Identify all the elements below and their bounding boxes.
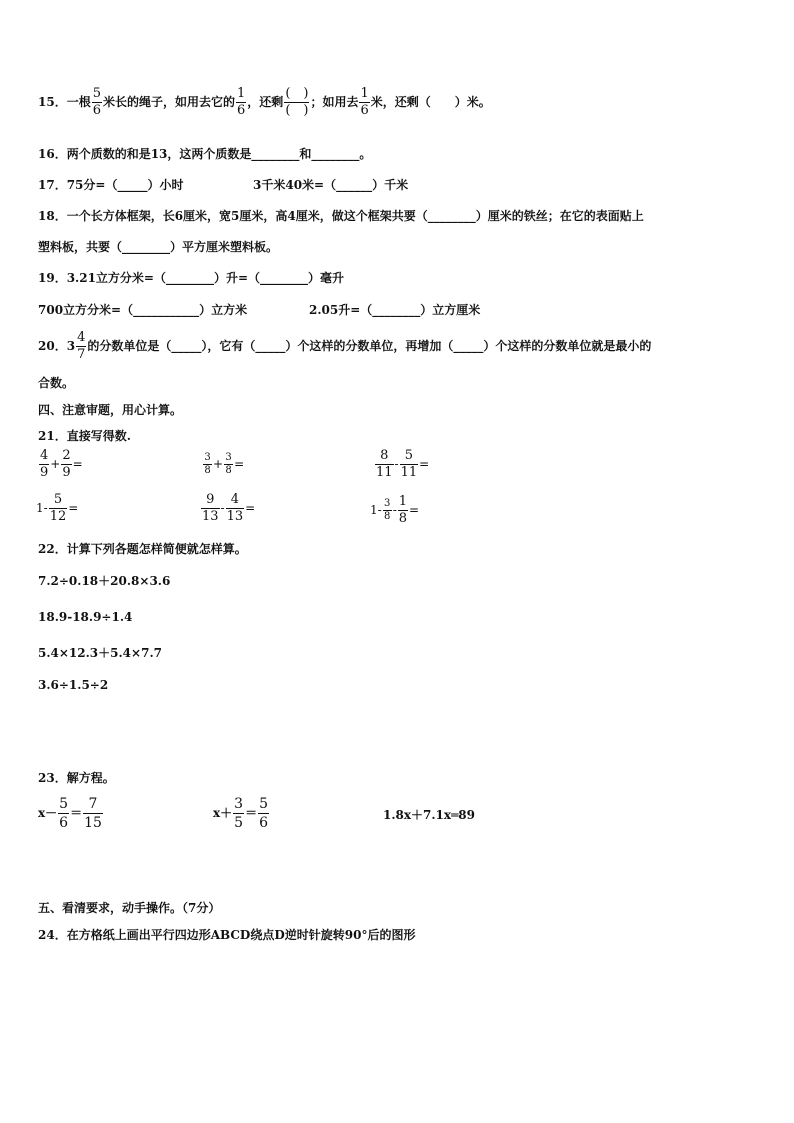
- denominator: 13: [226, 509, 244, 524]
- fraction: [400, 448, 419, 481]
- denominator: 8: [384, 511, 391, 522]
- q15-fraction-2: [236, 86, 246, 119]
- q15-text-5: 米，还剩（ ）米。: [370, 95, 491, 109]
- denominator: 8: [204, 465, 211, 476]
- numerator: 2: [62, 448, 71, 463]
- denominator: 6: [92, 103, 101, 118]
- numerator: 5: [404, 448, 414, 463]
- question-19-line-2b: 2.05升=（________）立方厘米: [309, 303, 481, 317]
- equals-sign: =: [234, 457, 245, 471]
- q15-text-3: ，还剩: [247, 95, 284, 109]
- denominator: 12: [49, 509, 67, 524]
- numerator: 5: [259, 796, 269, 812]
- question-16: 16．两个质数的和是13，这两个质数是________和________。: [38, 147, 372, 161]
- q15-text-1: 一根: [66, 95, 91, 109]
- denominator: 6: [237, 103, 246, 118]
- q21-expr-3: [374, 448, 429, 481]
- denominator: 8: [398, 511, 408, 526]
- operator: x－: [38, 806, 58, 820]
- q21-expr-1: [38, 448, 83, 481]
- fraction: [375, 448, 394, 481]
- numerator: 1: [398, 494, 408, 509]
- q21-expr-2: [202, 452, 244, 477]
- question-15: [38, 86, 491, 119]
- operator: x＋: [213, 806, 233, 820]
- question-21-title: 21．直接写得数.: [38, 429, 131, 443]
- question-20: [38, 330, 651, 363]
- denominator: 5: [234, 815, 244, 831]
- equals-sign: ＝: [70, 806, 83, 820]
- q20-fraction: [76, 330, 86, 363]
- denominator: 11: [376, 465, 393, 480]
- denominator: 9: [40, 465, 49, 480]
- denominator: 6: [59, 815, 69, 831]
- denominator: 15: [84, 815, 102, 831]
- equals-sign: =: [72, 457, 83, 471]
- numerator: 3: [234, 796, 244, 812]
- denominator: 6: [259, 815, 269, 831]
- fraction: [201, 492, 220, 525]
- equals-sign: =: [419, 457, 430, 471]
- q15-fraction-1: [92, 86, 102, 119]
- operator: -: [220, 501, 225, 515]
- numerator: ( ): [285, 86, 309, 101]
- question-19-line-2a: 700立方分米=（___________）立方米: [38, 303, 248, 317]
- numerator: 4: [230, 492, 240, 507]
- q15-text-4: ；如用去: [310, 95, 359, 109]
- numerator: 8: [380, 448, 389, 463]
- fraction: [258, 795, 269, 832]
- denominator: 6: [360, 103, 369, 118]
- numerator: 9: [206, 492, 215, 507]
- q22-item-3: 5.4×12.3＋5.4×7.7: [38, 646, 162, 660]
- question-19-line-1: 19．3.21立方分米=（________）升=（________）毫升: [38, 271, 345, 285]
- q21-expr-5: [200, 492, 255, 525]
- equals-sign: =: [68, 501, 79, 515]
- numerator: 3: [225, 452, 232, 463]
- q22-item-4: 3.6÷1.5÷2: [38, 678, 109, 692]
- numerator: 5: [59, 796, 69, 812]
- q20-number: 20．3: [38, 339, 76, 353]
- q21-expr-6: [370, 494, 419, 527]
- q23-equation-3: 1.8x＋7.1x═89: [383, 808, 475, 822]
- q23-equation-1: [38, 795, 104, 832]
- fraction: [383, 498, 392, 523]
- fraction: [58, 795, 69, 832]
- section-4-title: 四、注意审题，用心计算。: [38, 403, 183, 417]
- q23-equation-2: [213, 795, 270, 832]
- numerator: 4: [40, 448, 49, 463]
- denominator: 13: [202, 509, 219, 524]
- denominator: 11: [400, 465, 418, 480]
- q15-answer-fraction: [284, 86, 309, 119]
- fraction: [61, 448, 71, 481]
- numerator: 4: [77, 330, 86, 345]
- question-24: 24．在方格纸上画出平行四边形ABCD绕点D逆时针旋转90°后的图形: [38, 928, 416, 942]
- question-17a: 17．75分=（_____）小时: [38, 178, 184, 192]
- numerator: 7: [88, 796, 98, 812]
- fraction: [233, 795, 244, 832]
- fraction: [203, 452, 212, 477]
- q22-item-2: 18.9-18.9÷1.4: [38, 610, 133, 624]
- numerator: 3: [204, 452, 211, 463]
- denominator: 9: [62, 465, 71, 480]
- denominator: ( ): [285, 103, 309, 118]
- question-18-line-1: 18．一个长方体框架，长6厘米，宽5厘米，高4厘米，做这个框架共要（________）厘米的铁丝；在它的表面贴上: [38, 209, 644, 223]
- fraction: [224, 452, 233, 477]
- fraction: [49, 492, 68, 525]
- q20-text: 的分数单位是（_____），它有（_____）个这样的分数单位，再增加（_____）个这样的分数单位就是最小的: [87, 339, 652, 353]
- operator: -: [394, 457, 399, 471]
- operator: +: [50, 457, 61, 471]
- question-17b: 3千米40米=（______）千米: [253, 178, 409, 192]
- fraction: [83, 795, 103, 832]
- equals-sign: ＝: [245, 806, 258, 820]
- fraction: [226, 492, 245, 525]
- equals-sign: =: [409, 503, 420, 517]
- denominator: 8: [225, 465, 232, 476]
- fraction: [39, 448, 49, 481]
- question-20-line-2: 合数。: [38, 376, 75, 390]
- section-5-title: 五、看清要求，动手操作。（7分）: [38, 901, 221, 915]
- fraction: [398, 494, 408, 527]
- q21-expr-4: [36, 492, 78, 525]
- denominator: 7: [77, 347, 86, 362]
- operator: -: [392, 503, 397, 517]
- numerator: 1: [237, 86, 246, 101]
- equals-sign: =: [245, 501, 256, 515]
- question-23-title: 23．解方程。: [38, 771, 115, 785]
- q22-item-1: 7.2÷0.18＋20.8×3.6: [38, 574, 171, 588]
- numerator: 3: [384, 498, 391, 509]
- numerator: 1: [360, 86, 369, 101]
- question-18-line-2: 塑料板，共要（________）平方厘米塑料板。: [38, 240, 279, 254]
- operator: 1-: [370, 503, 382, 517]
- q15-number: 15．: [38, 95, 67, 109]
- q15-fraction-4: [359, 86, 369, 119]
- question-22-title: 22．计算下列各题怎样简便就怎样算。: [38, 542, 247, 556]
- numerator: 5: [92, 86, 101, 101]
- numerator: 5: [53, 492, 63, 507]
- operator: +: [213, 457, 224, 471]
- operator: 1-: [36, 501, 48, 515]
- q15-text-2: 米长的绳子，如用去它的: [103, 95, 236, 109]
